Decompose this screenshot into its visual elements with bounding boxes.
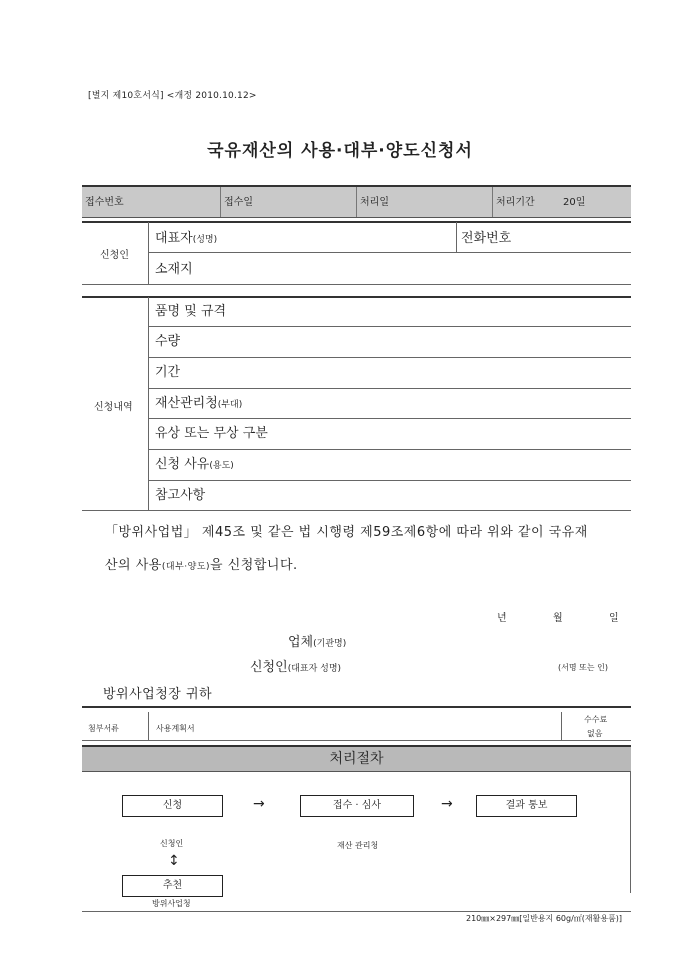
attachment-divider xyxy=(148,712,149,740)
step-result-box: 결과 통보 xyxy=(476,795,577,817)
processing-period-cell xyxy=(492,187,631,217)
receipt-number-label: 접수번호 xyxy=(85,197,124,208)
date-day: 일 xyxy=(609,613,619,624)
details-row-divider-2 xyxy=(148,357,631,358)
step-apply-box: 신청 xyxy=(122,795,223,817)
applicant-bottom-border xyxy=(82,284,631,285)
step-recommend-actor: 방위사업청 xyxy=(152,899,191,908)
quantity-field[interactable] xyxy=(155,330,180,349)
fee-label: 수수료 xyxy=(584,715,608,724)
reason-field[interactable] xyxy=(155,453,234,472)
paper-spec-footer: 210㎜×297㎜[일반용지 60g/㎡(재활용품)] xyxy=(466,914,623,923)
fee-type-label: 유상 또는 무상 구분 xyxy=(155,426,268,441)
managing-agency-note: (부대) xyxy=(217,400,243,410)
statement-line-2 xyxy=(105,549,625,584)
phone-label: 전화번호 xyxy=(461,231,512,246)
step-review-actor: 재산 관리청 xyxy=(337,841,379,850)
receipt-number-cell xyxy=(82,187,220,217)
applicant-row-divider xyxy=(148,252,631,253)
attachment-bottom-border xyxy=(82,740,631,741)
processing-period-label: 처리기간 xyxy=(496,197,535,208)
fee-type-field[interactable] xyxy=(155,422,268,441)
notes-field[interactable] xyxy=(155,484,205,503)
notes-label: 참고사항 xyxy=(155,488,206,503)
item-spec-field[interactable] xyxy=(155,300,226,319)
period-label: 기간 xyxy=(155,365,181,380)
step-recommend-box: 추천 xyxy=(122,875,223,897)
address-label: 소재지 xyxy=(155,262,193,277)
statement-line-1: 「방위사업법」 제45조 및 같은 법 시행령 제59조제6항에 따라 위와 같이 국유재 xyxy=(105,525,588,540)
details-bottom-border xyxy=(82,510,631,511)
details-section-label: 신청내역 xyxy=(94,402,133,413)
company-line[interactable] xyxy=(288,631,346,650)
applicant-top-border xyxy=(82,221,631,223)
processing-period-value: 20일 xyxy=(563,197,586,208)
phone-divider xyxy=(456,222,457,252)
procedure-right-border xyxy=(630,771,631,893)
representative-label: 대표자 xyxy=(155,231,193,246)
step-apply-actor: 신청인 xyxy=(160,839,184,848)
representative-note: (성명) xyxy=(192,235,218,245)
details-row-divider-1 xyxy=(148,326,631,327)
arrow-right-icon: → xyxy=(441,796,453,812)
quantity-label: 수량 xyxy=(155,334,181,349)
sign-or-seal-note: (서명 또는 인) xyxy=(558,663,608,672)
statement-line-2a: 산의 사용 xyxy=(105,558,162,573)
company-note: (기관명) xyxy=(313,639,347,649)
details-row-divider-3 xyxy=(148,388,631,389)
address-field[interactable] xyxy=(155,258,193,277)
receipt-date-label: 접수일 xyxy=(224,197,253,208)
statement-line-2b: 을 신청합니다. xyxy=(210,558,298,573)
details-row-divider-5 xyxy=(148,449,631,450)
details-row-divider-4 xyxy=(148,418,631,419)
applicant-section-label: 신청인 xyxy=(100,250,129,261)
arrow-right-icon: → xyxy=(253,796,265,812)
date-year: 년 xyxy=(497,613,507,624)
applicant-sign-line[interactable] xyxy=(250,656,341,675)
processed-date-cell xyxy=(356,187,492,217)
reason-note: (용도) xyxy=(209,461,234,471)
addressee: 방위사업청장 귀하 xyxy=(103,687,213,702)
applicant-sign-label: 신청인 xyxy=(250,660,288,675)
attachment-top-border xyxy=(82,706,631,708)
managing-agency-field[interactable] xyxy=(155,392,242,411)
reason-label: 신청 사유 xyxy=(155,457,210,472)
attachment-label: 첨부서류 xyxy=(88,724,119,733)
page-title: 국유재산의 사용·대부·양도신청서 xyxy=(207,141,473,161)
applicant-divider xyxy=(148,222,149,284)
details-top-border xyxy=(82,296,631,298)
details-divider xyxy=(148,297,149,510)
period-field[interactable] xyxy=(155,361,180,380)
receipt-date-cell xyxy=(220,187,356,217)
processed-date-label: 처리일 xyxy=(360,197,389,208)
vertical-arrow-icon: ↕ xyxy=(168,853,180,869)
item-spec-label: 품명 및 규격 xyxy=(155,304,227,319)
form-number: [별지 제10호서식] <개정 2010.10.12> xyxy=(88,91,257,101)
details-row-divider-6 xyxy=(148,480,631,481)
step-review-box: 접수 · 심사 xyxy=(300,795,414,817)
page-bottom-border xyxy=(82,911,631,912)
managing-agency-label: 재산관리청 xyxy=(155,396,218,411)
attachment-value: 사용계획서 xyxy=(156,724,195,733)
application-statement xyxy=(105,516,625,584)
fee-divider xyxy=(561,712,562,740)
date-month: 월 xyxy=(553,613,563,624)
fee-value: 없음 xyxy=(587,729,603,738)
receipt-bar xyxy=(82,185,631,218)
procedure-title-bar: 처리절차 xyxy=(82,745,631,772)
representative-field[interactable] xyxy=(155,227,217,246)
phone-field[interactable] xyxy=(461,227,511,246)
company-label: 업체 xyxy=(288,635,314,650)
statement-note: (대부·양도) xyxy=(161,562,211,572)
applicant-sign-note: (대표자 성명) xyxy=(287,664,342,674)
